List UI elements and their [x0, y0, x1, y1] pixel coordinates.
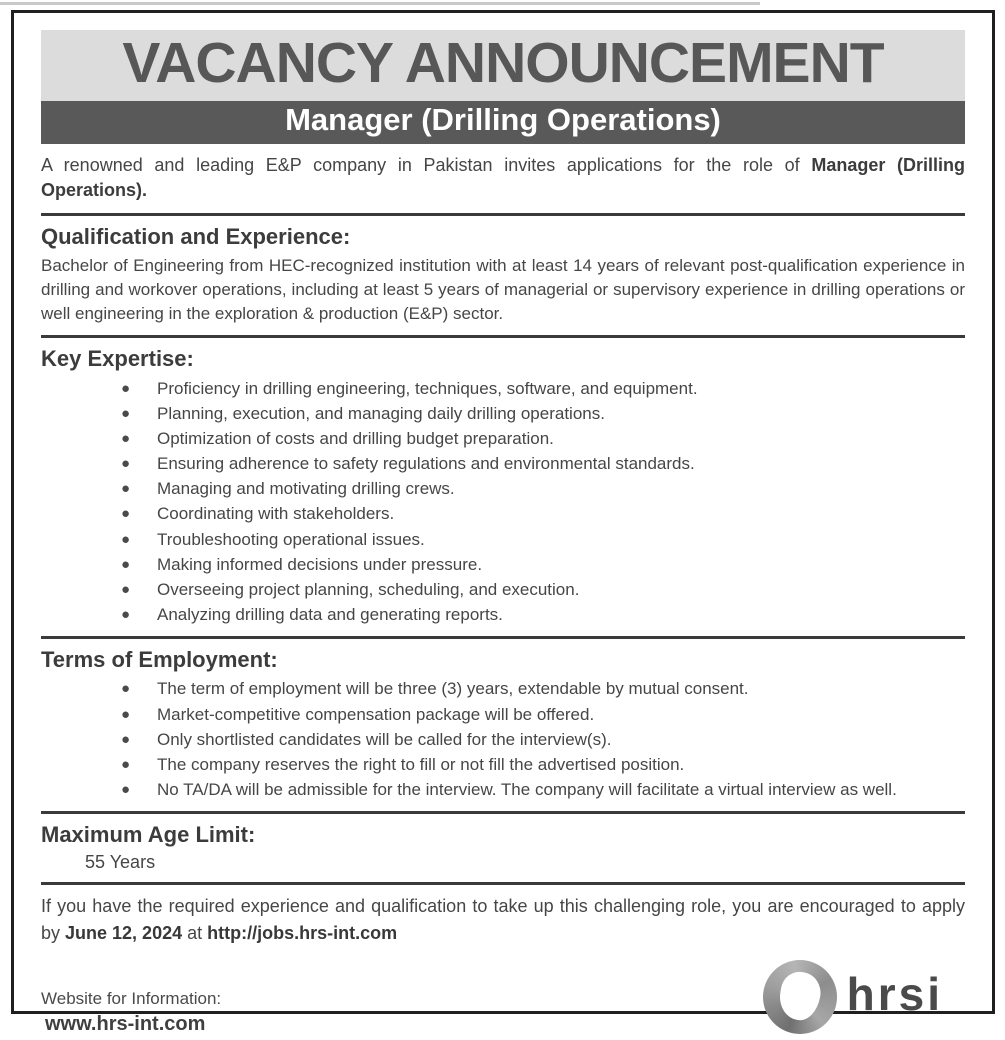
- list-item: [41, 603, 965, 627]
- bullet-icon: ●: [121, 755, 131, 773]
- section-divider: [41, 882, 965, 885]
- list-item-text: Overseeing project planning, scheduling, and execution.: [157, 579, 580, 599]
- website-info-block: [41, 989, 221, 1040]
- scan-artifact-line: [0, 2, 760, 5]
- list-item: [41, 553, 965, 577]
- list-item-text: Only shortlisted candidates will be called for the interview(s).: [157, 729, 612, 749]
- list-item: [41, 377, 965, 401]
- list-item: [41, 477, 965, 501]
- terms-list: [41, 677, 965, 802]
- bullet-icon: ●: [121, 605, 131, 623]
- closing-text-between: at: [182, 922, 208, 943]
- bullet-icon: ●: [121, 705, 131, 723]
- qualification-body: Bachelor of Engineering from HEC-recognized institution with at least 14 years of relevant post-qualification experience in drilling and workover operations, including at least 5 years of managerial or supervisory experience in drilling operations or well engineering in the exploration & production (E&P) sector.: [41, 256, 965, 324]
- key-expertise-section: [41, 346, 965, 627]
- qualification-heading: Qualification and Experience:: [41, 223, 351, 249]
- section-divider: [41, 811, 965, 814]
- bullet-icon: ●: [121, 780, 131, 798]
- list-item: [41, 728, 965, 752]
- list-item: [41, 703, 965, 727]
- age-limit-heading: Maximum Age Limit:: [41, 822, 256, 848]
- key-expertise-heading: Key Expertise:: [41, 346, 194, 372]
- job-title-bar: Manager (Drilling Operations): [41, 101, 965, 144]
- closing-paragraph: [41, 893, 965, 945]
- section-divider: [41, 636, 965, 639]
- bullet-icon: ●: [121, 580, 131, 598]
- bullet-icon: ●: [121, 730, 131, 748]
- list-item: [41, 528, 965, 552]
- bullet-icon: ●: [121, 530, 131, 548]
- section-divider: [41, 213, 965, 216]
- bullet-icon: ●: [121, 680, 131, 698]
- list-item-text: Ensuring adherence to safety regulations and environmental standards.: [157, 454, 695, 474]
- list-item-text: Troubleshooting operational issues.: [157, 529, 425, 549]
- bullet-icon: ●: [121, 404, 131, 422]
- list-item: [41, 753, 965, 777]
- intro-bold-text: Manager (Drilling Operations).: [41, 154, 966, 201]
- list-item: [41, 778, 965, 802]
- hrsi-logo-text: hrsi: [846, 967, 943, 1020]
- key-expertise-list: [41, 377, 965, 627]
- age-limit-value: 55 Years: [85, 852, 156, 873]
- page-title: VACANCY ANNOUNCEMENT: [41, 30, 965, 101]
- list-item-text: The term of employment will be three (3) years, extendable by mutual consent.: [157, 679, 749, 699]
- list-item-text: Analyzing drilling data and generating reports.: [157, 604, 503, 624]
- list-item: [41, 427, 965, 451]
- section-divider: [41, 335, 965, 338]
- bullet-icon: ●: [121, 379, 131, 397]
- bullet-icon: ●: [121, 430, 131, 448]
- website-label: Website for Information:: [41, 988, 222, 1008]
- hrsi-ring-icon: [763, 960, 837, 1034]
- bullet-icon: ●: [121, 555, 131, 573]
- intro-paragraph: [41, 153, 965, 204]
- list-item: [41, 402, 965, 426]
- vacancy-ad-frame: [11, 10, 995, 1035]
- bullet-icon: ●: [121, 480, 131, 498]
- terms-heading: Terms of Employment:: [41, 647, 278, 673]
- footer: [41, 960, 965, 1040]
- website-url: www.hrs-int.com: [45, 1012, 206, 1035]
- list-item-text: Proficiency in drilling engineering, techniques, software, and equipment.: [157, 378, 698, 398]
- age-limit-section: [41, 822, 965, 873]
- list-item-text: Optimization of costs and drilling budget preparation.: [157, 429, 554, 449]
- hrsi-logo: [763, 960, 943, 1034]
- list-item: [41, 677, 965, 701]
- apply-url: http://jobs.hrs-int.com: [207, 922, 398, 943]
- list-item-text: Coordinating with stakeholders.: [157, 504, 395, 524]
- bullet-icon: ●: [121, 455, 131, 473]
- list-item-text: No TA/DA will be admissible for the interview. The company will facilitate a virtual interview as well.: [157, 779, 897, 799]
- intro-text: A renowned and leading E&P company in Pakistan invites applications for the role of: [41, 154, 812, 175]
- list-item-text: Planning, execution, and managing daily drilling operations.: [157, 403, 605, 423]
- qualification-section: [41, 224, 965, 327]
- terms-section: [41, 647, 965, 802]
- apply-deadline-date: June 12, 2024: [65, 922, 183, 943]
- list-item-text: The company reserves the right to fill or not fill the advertised position.: [157, 754, 685, 774]
- list-item-text: Managing and motivating drilling crews.: [157, 479, 455, 499]
- list-item: [41, 452, 965, 476]
- bullet-icon: ●: [121, 505, 131, 523]
- list-item-text: Making informed decisions under pressure.: [157, 554, 483, 574]
- list-item: [41, 502, 965, 526]
- closing-text: If you have the required experience and qualification to take up this challenging role, you are encouraged to apply by: [41, 896, 965, 943]
- list-item-text: Market-competitive compensation package will be offered.: [157, 704, 595, 724]
- list-item: [41, 578, 965, 602]
